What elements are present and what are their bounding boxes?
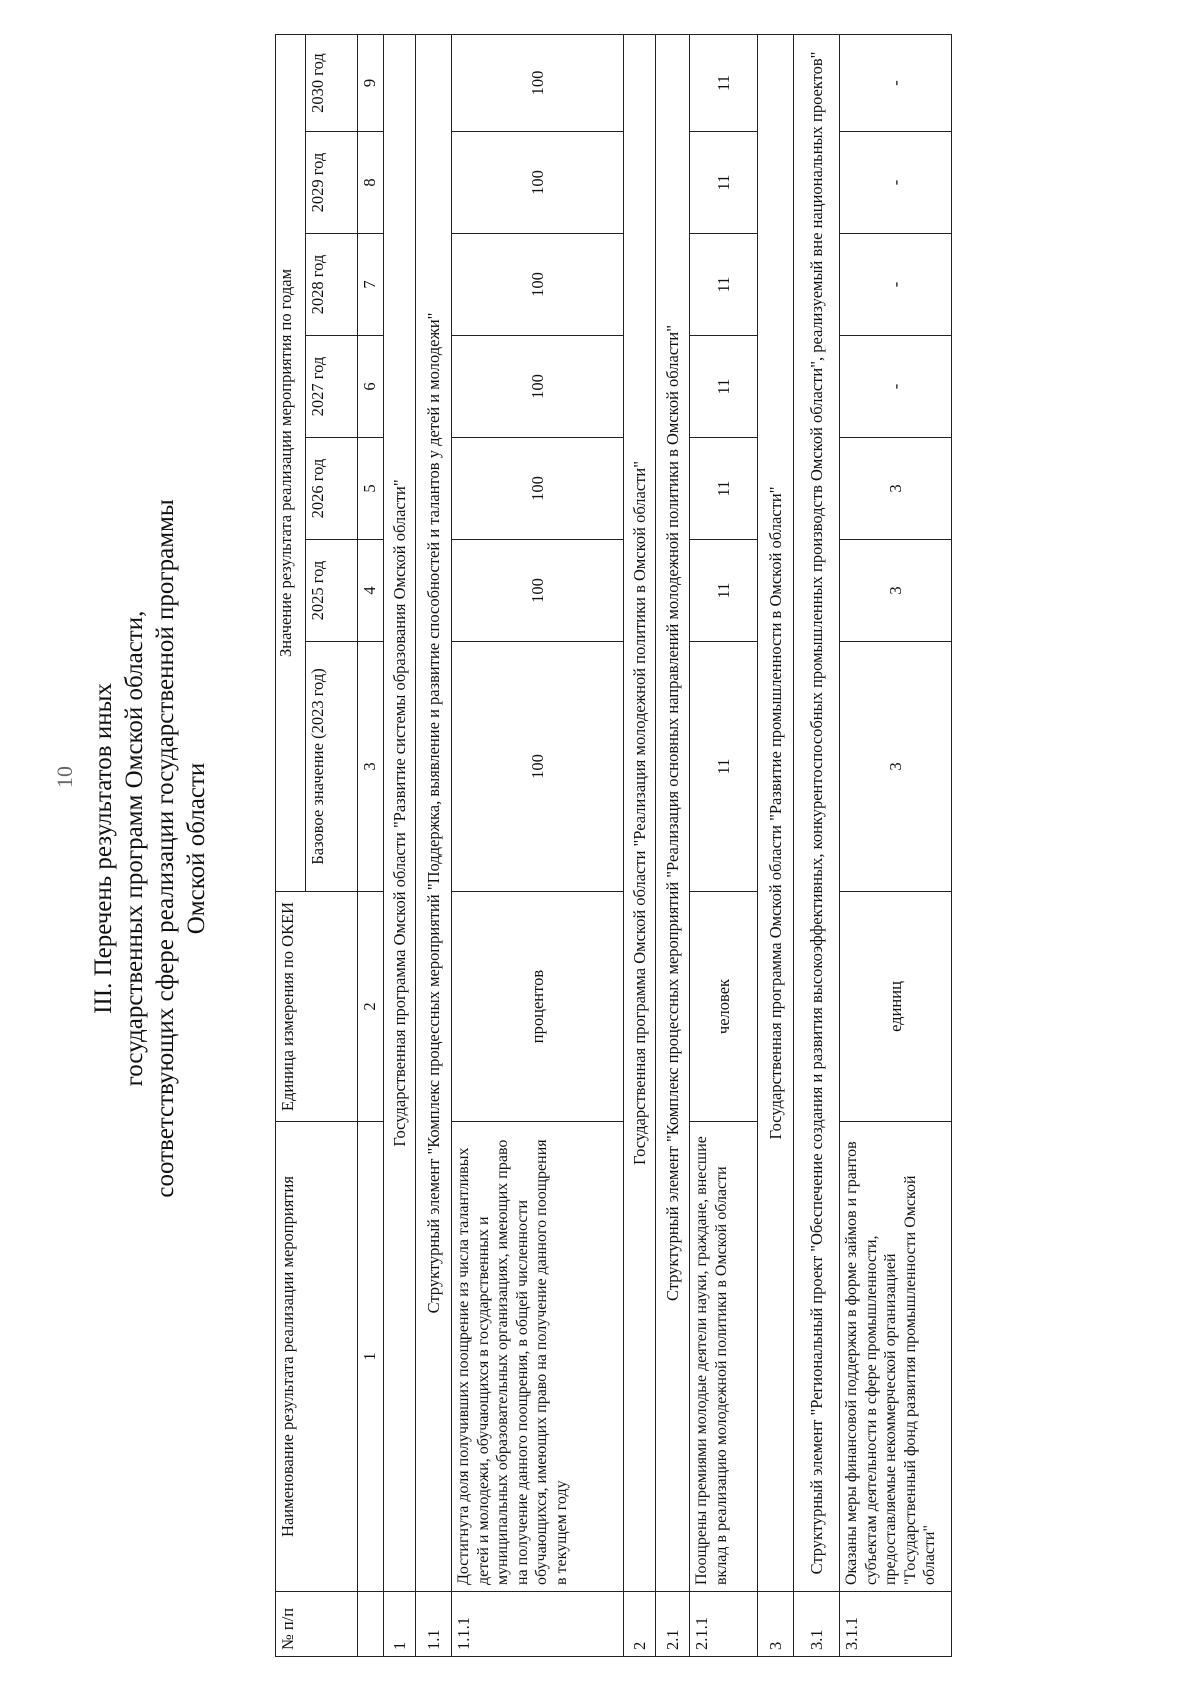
header-values-group: Значение результата реализации мероприятия по годам [276,34,306,891]
value-2029: - [840,132,952,234]
value-2030: - [840,34,952,131]
table-row [794,34,840,1656]
row-num: 3.1.1 [840,1592,952,1657]
value-2028: 11 [690,234,758,336]
value-2026: 100 [452,438,624,540]
table-row [690,34,758,1656]
value-2026: 11 [690,438,758,540]
column-number: 6 [358,336,384,438]
row-num: 1.1.1 [452,1592,624,1657]
value-2028: 100 [452,234,624,336]
column-number: 8 [358,132,384,234]
result-name: Оказаны меры финансовой поддержки в форме займов и грантов субъектам деятельности в сфере промышленности, предоставляемые некоммерческой организацией "Государственный фонд развития промышленности Омской области" [840,1122,952,1592]
row-num: 2.1 [656,1592,690,1657]
header-year-2027: 2027 год [306,336,358,438]
section-title: Структурный элемент "Комплекс процессных мероприятий "Реализация основных направлений молодежной политики в Омской области" [656,34,690,1591]
base-value: 11 [690,642,758,892]
column-number: 5 [358,438,384,540]
result-name: Достигнута доля получивших поощрение из числа талантливых детей и молодежи, обучающихся в государственных и муниципальных образовательных организациях, имеющих право на получение данного поощрения, в общей численности обучающихся, имеющих право на получение данного поощрения в текущем году [452,1122,624,1592]
result-name: Поощрены премиями молодые деятели науки, граждане, внесшие вклад в реализацию молодежной политики в Омской области [690,1122,758,1592]
section-title: Государственная программа Омской области "Реализация молодежной политики в Омской области" [624,34,656,1591]
column-number [358,1592,384,1657]
header-year-2029: 2029 год [306,132,358,234]
column-numbers-row [358,34,384,1656]
table-row [656,34,690,1656]
section-title: Структурный элемент "Региональный проект "Обеспечение создания и развития высокоэффективных, конкурентоспособных промышленных производств Омской области", реализуемый вне национальных проектов" [794,34,840,1591]
value-2027: - [840,336,952,438]
header-num: № п/п [276,1592,358,1657]
header-year-2030: 2030 год [306,34,358,131]
section-title: Государственная программа Омской области "Развитие системы образования Омской области" [384,34,416,1591]
table-row [384,34,416,1656]
base-value: 3 [840,642,952,892]
section-title: Государственная программа Омской области "Развитие промышленности в Омской области" [758,34,794,1591]
column-number: 1 [358,1122,384,1592]
column-number: 9 [358,34,384,131]
header-name: Наименование результата реализации мероприятия [276,1122,358,1592]
header-base: Базовое значение (2023 год) [306,642,358,892]
title-line-1: III. Перечень результатов иных [90,683,117,1014]
result-unit: человек [690,892,758,1122]
row-num: 2 [624,1592,656,1657]
base-value: 100 [452,642,624,892]
title-line-3: соответствующих сфере реализации государственной программы [152,499,179,1198]
value-2027: 100 [452,336,624,438]
row-num: 1.1 [416,1592,452,1657]
value-2027: 11 [690,336,758,438]
column-number: 7 [358,234,384,336]
result-unit: процентов [452,892,624,1122]
value-2025: 3 [840,540,952,642]
value-2026: 3 [840,438,952,540]
column-number: 4 [358,540,384,642]
value-2025: 11 [690,540,758,642]
table-row [452,34,624,1656]
table-row [840,34,952,1656]
column-number: 3 [358,642,384,892]
header-unit: Единица измерения по ОКЕИ [276,892,358,1122]
table-row [624,34,656,1656]
header-year-2025: 2025 год [306,540,358,642]
row-num: 1 [384,1592,416,1657]
result-unit: единиц [840,892,952,1122]
value-2030: 100 [452,34,624,131]
title-line-2: государственных программ Омской области, [121,610,148,1087]
table-row [758,34,794,1656]
column-number: 2 [358,892,384,1122]
row-num: 2.1.1 [690,1592,758,1657]
document-title [88,0,212,1697]
row-num: 3.1 [794,1592,840,1657]
value-2028: - [840,234,952,336]
header-year-2028: 2028 год [306,234,358,336]
title-line-4: Омской области [183,762,210,935]
table-row [416,34,452,1656]
row-num: 3 [758,1592,794,1657]
results-table [275,34,952,1657]
section-title: Структурный элемент "Комплекс процессных мероприятий "Поддержка, выявление и развитие способностей и талантов у детей и молодежи" [416,34,452,1591]
value-2025: 100 [452,540,624,642]
page-number: 10 [52,766,77,788]
value-2030: 11 [690,34,758,131]
value-2029: 100 [452,132,624,234]
value-2029: 11 [690,132,758,234]
header-year-2026: 2026 год [306,438,358,540]
